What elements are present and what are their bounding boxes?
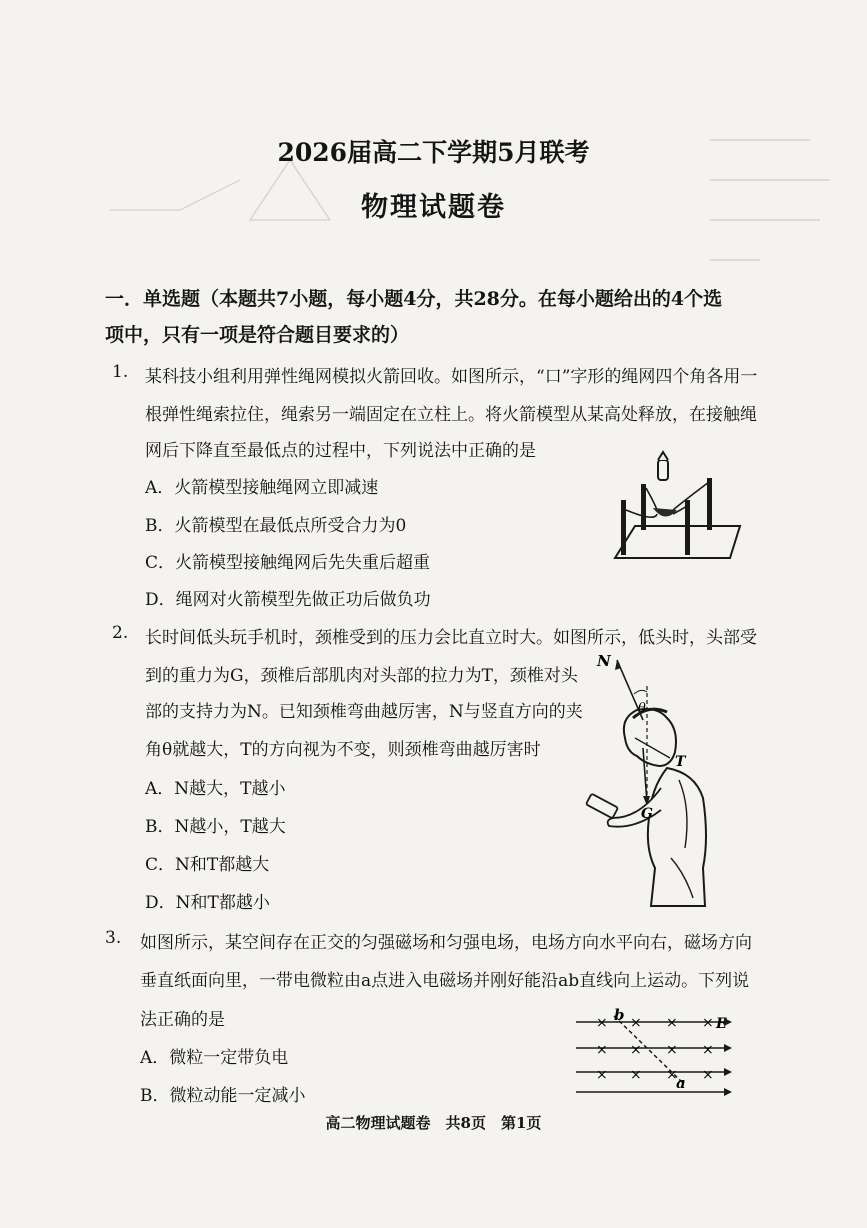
cross-7: × (666, 1042, 678, 1058)
q1-option-c: C．火箭模型接触绳网后先失重后超重 (145, 553, 431, 573)
neck-force-figure (575, 648, 745, 916)
label-e: E (716, 1016, 727, 1032)
cross-1: × (596, 1015, 608, 1031)
label-a: a (676, 1074, 686, 1092)
q3-line-1: 如图所示，某空间存在正交的匀强磁场和匀强电场，电场方向水平向右，磁场方向 (140, 933, 752, 953)
q2-line-1: 长时间低头玩手机时，颈椎受到的压力会比直立时大。如图所示，低头时，头部受 (145, 628, 757, 648)
q2-option-c: C．N和T都越大 (145, 855, 270, 875)
cross-8: × (702, 1042, 714, 1058)
q1-line-2: 根弹性绳索拉住，绳索另一端固定在立柱上。将火箭模型从某高处释放，在接触绳 (145, 405, 757, 425)
q1-option-b: B．火箭模型在最低点所受合力为0 (145, 516, 407, 536)
section-heading-line1: 一．单选题（本题共7小题，每小题4分，共28分。在每小题给出的4个选 (105, 288, 723, 310)
rocket-net-figure (595, 448, 745, 568)
q3-line-3: 法正确的是 (140, 1010, 225, 1030)
cross-9: × (596, 1067, 608, 1083)
q2-number: 2. (112, 623, 129, 643)
q3-line-2: 垂直纸面向里，一带电微粒由a点进入电磁场并刚好能沿ab直线向上运动。下列说 (140, 971, 750, 991)
label-n: N (597, 652, 611, 670)
q1-option-a: A．火箭模型接触绳网立即减速 (145, 478, 379, 498)
cross-3: × (666, 1015, 678, 1031)
cross-11: × (666, 1067, 678, 1083)
section-heading-line2: 项中，只有一项是符合题目要求的） (105, 324, 410, 346)
q2-line-4: 角θ就越大，T的方向视为不变，则颈椎弯曲越厉害时 (145, 740, 541, 760)
field-figure (572, 1002, 742, 1098)
q3-option-a: A．微粒一定带负电 (140, 1048, 289, 1068)
cross-2: × (630, 1015, 642, 1031)
label-t: T (675, 754, 686, 770)
exam-subtitle: 物理试题卷 (361, 192, 506, 223)
page-footer: 高二物理试题卷 共8页 第1页 (325, 1114, 542, 1132)
cross-4: × (702, 1015, 714, 1031)
q2-option-d: D．N和T都越小 (145, 893, 270, 913)
q2-line-2: 到的重力为G，颈椎后部肌肉对头部的拉力为T，颈椎对头 (145, 666, 578, 686)
cross-12: × (702, 1067, 714, 1083)
cross-6: × (630, 1042, 642, 1058)
q2-option-b: B．N越小，T越大 (145, 817, 286, 837)
q2-line-3: 部的支持力为N。已知颈椎弯曲越厉害，N与竖直方向的夹 (145, 702, 583, 722)
q1-line-1: 某科技小组利用弹性绳网模拟火箭回收。如图所示，“口”字形的绳网四个角各用一 (145, 367, 758, 387)
q1-number: 1. (112, 362, 129, 382)
q3-number: 3. (105, 928, 122, 948)
q1-option-d: D．绳网对火箭模型先做正功后做负功 (145, 590, 431, 610)
q3-option-b: B．微粒动能一定减小 (140, 1086, 306, 1106)
label-g: G (641, 806, 653, 822)
cross-10: × (630, 1067, 642, 1083)
label-theta: θ (638, 701, 646, 716)
exam-title: 2026届高二下学期5月联考 (277, 138, 590, 167)
q1-line-3: 网后下降直至最低点的过程中，下列说法中正确的是 (145, 441, 536, 461)
label-b: b (614, 1006, 625, 1024)
cross-5: × (596, 1042, 608, 1058)
q2-option-a: A．N越大，T越小 (145, 779, 286, 799)
